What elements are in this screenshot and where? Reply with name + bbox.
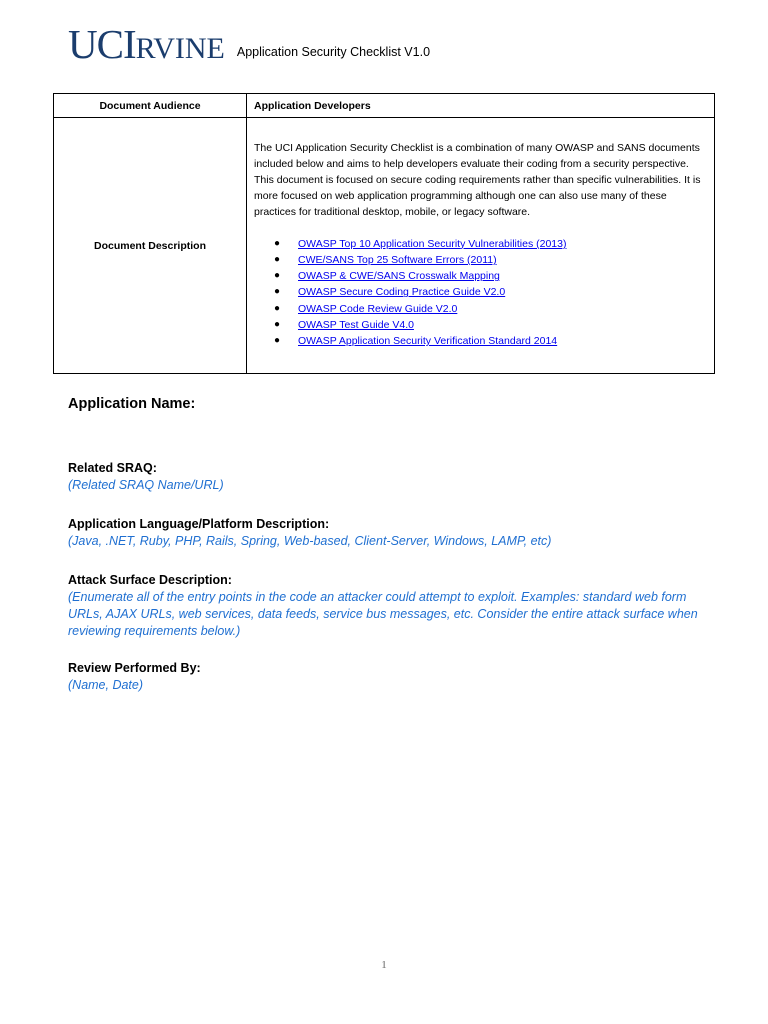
link-asvs-2014[interactable]: OWASP Application Security Verification Standard 2014 — [298, 335, 558, 347]
bullet-icon: ● — [274, 302, 281, 314]
audience-value: Application Developers — [247, 94, 715, 118]
list-item — [254, 317, 704, 333]
bullet-icon: ● — [274, 237, 281, 249]
platform-label: Application Language/Platform Description: — [68, 517, 330, 531]
attack-surface-hint[interactable]: (Enumerate all of the entry points in the code an attacker could attempt to exploit. Examples: standard web form URLs, AJAX URLs, web services, data feeds, service bus messages, etc. Consider the entire attack surface when reviewing requirements below.) — [68, 590, 698, 638]
link-crosswalk-mapping[interactable]: OWASP & CWE/SANS Crosswalk Mapping — [298, 270, 500, 283]
description-label: Document Description — [54, 118, 247, 374]
application-name-label: Application Name: — [68, 396, 196, 412]
review-hint[interactable]: (Name, Date) — [68, 678, 144, 692]
bullet-icon: ● — [274, 270, 281, 282]
list-item — [254, 284, 704, 300]
attack-surface-field — [68, 572, 708, 640]
logo-rest: RVINE — [135, 32, 225, 65]
link-test-guide[interactable]: OWASP Test Guide V4.0 — [298, 318, 414, 331]
audience-label: Document Audience — [54, 94, 247, 118]
description-text: The UCI Application Security Checklist is a combination of many OWASP and SANS documents included below and aims to help developers evaluate their coding from a security perspective. This document is focused on secure coding requirements rather than specific vulnerabilities. It is more focused on web application programming although one can also use many of these practices for traditional desktop, mobile, or legacy software. — [254, 141, 701, 218]
link-code-review-guide[interactable]: OWASP Code Review Guide V2.0 — [298, 302, 458, 315]
list-item — [254, 301, 704, 317]
bullet-icon: ● — [274, 318, 281, 330]
review-label: Review Performed By: — [68, 661, 201, 675]
bullet-icon: ● — [274, 286, 281, 298]
page-number: 1 — [381, 959, 387, 971]
uc-irvine-logo — [68, 21, 225, 67]
link-secure-coding-guide[interactable]: OWASP Secure Coding Practice Guide V2.0 — [298, 286, 506, 299]
list-item — [254, 333, 704, 349]
bullet-icon: ● — [274, 335, 281, 346]
platform-field — [68, 516, 708, 550]
reference-links-list — [254, 236, 704, 349]
related-sraq-label: Related SRAQ: — [68, 461, 157, 475]
application-form — [68, 396, 708, 692]
document-header — [68, 21, 431, 67]
logo-main: UCI — [68, 21, 136, 67]
attack-surface-label: Attack Surface Description: — [68, 573, 232, 587]
list-item — [254, 236, 704, 252]
list-item — [254, 252, 704, 268]
related-sraq-field — [68, 460, 708, 494]
link-cwe-sans-top-25[interactable]: CWE/SANS Top 25 Software Errors (2011) — [298, 253, 497, 266]
description-cell — [247, 118, 715, 374]
list-item — [254, 268, 704, 284]
link-owasp-top-10[interactable]: OWASP Top 10 Application Security Vulnerabilities (2013) — [298, 237, 567, 250]
bullet-icon: ● — [274, 253, 281, 265]
review-field — [68, 660, 708, 694]
related-sraq-hint[interactable]: (Related SRAQ Name/URL) — [68, 478, 224, 492]
platform-hint[interactable]: (Java, .NET, Ruby, PHP, Rails, Spring, Web-based, Client-Server, Windows, LAMP, etc) — [68, 534, 552, 548]
document-title: Application Security Checklist V1.0 — [236, 45, 431, 59]
document-info-table — [53, 93, 715, 374]
